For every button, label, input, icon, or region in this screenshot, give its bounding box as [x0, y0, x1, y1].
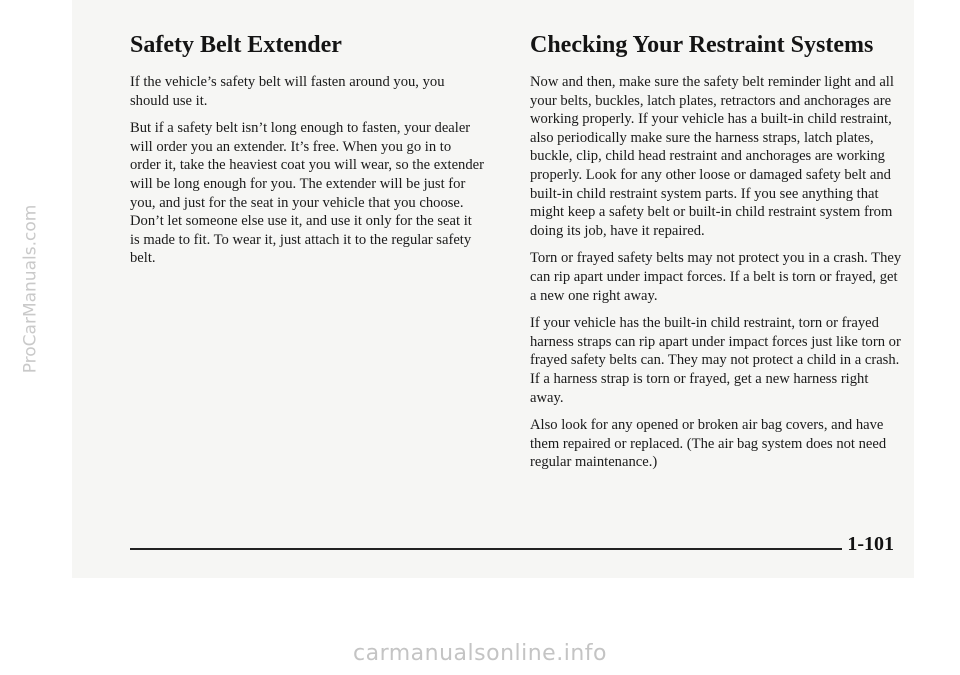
side-watermark [16, 0, 44, 578]
footer-rule [130, 548, 842, 550]
safety-belt-extender-section [130, 32, 485, 277]
side-watermark-text: ProCarManuals.com [20, 204, 40, 374]
paragraph: If your vehicle has the built-in child restraint, torn or frayed harness straps can rip apart under impact forces just like torn or frayed safety belts can. They may not protect a child in a crash. If a harness strap is torn or frayed, get a new harness right away. [530, 315, 901, 406]
section-heading: Checking Your Restraint Systems [530, 32, 874, 58]
paragraph: Torn or frayed safety belts may not protect you in a crash. They can rip apart under impact forces. If a belt is torn or frayed, get a new one right away. [530, 250, 902, 304]
paragraph: But if a safety belt isn’t long enough to fasten, your dealer will order you an extender. It’s free. When you go in to order it, take the heaviest coat you will wear, so the extender will be long enough for you. The extender will be just for you, and just for the seat in your vehicle that you choose. Don’t let someone else use it, and use it only for the seat it is made to fit. To wear it, just attach it to the regular safety belt. [130, 120, 484, 267]
bottom-watermark: carmanualsonline.info [353, 641, 607, 666]
paragraph: Also look for any opened or broken air bag covers, and have them repaired or replaced. (The air bag system does not need regular maintenance.) [530, 417, 887, 471]
page-number: 1-101 [847, 533, 894, 555]
paragraph: If the vehicle’s safety belt will fasten around you, you should use it. [130, 74, 445, 109]
section-heading: Safety Belt Extender [130, 32, 342, 58]
checking-restraint-systems-section [530, 32, 905, 481]
paragraph: Now and then, make sure the safety belt reminder light and all your belts, buckles, latch plates, retractors and anchorages are working properly. If your vehicle has a built-in child restraint, also periodically make sure the harness straps, latch plates, buckle, clip, child head restraint and anchorages are working properly. Look for any other loose or damaged safety belt and built-in child restraint system parts. If you see anything that might keep a safety belt or built-in child restraint system from doing its job, have it repaired. [530, 74, 894, 239]
